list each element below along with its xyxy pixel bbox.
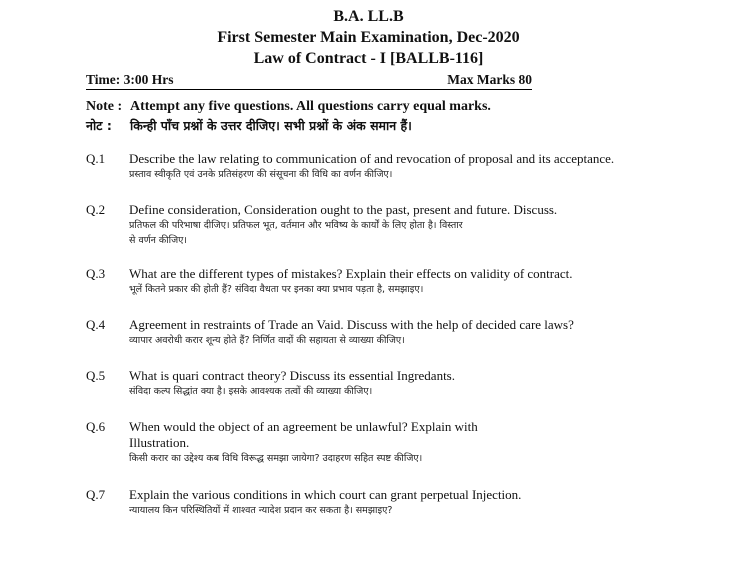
question-text-hi: न्यायालय किन परिस्थितियों में शाश्वत न्यादेश प्रदान कर सकता है। समझाइए?: [129, 505, 393, 516]
question-item: [86, 419, 646, 466]
question-item: [86, 266, 646, 297]
course-title: B.A. LL.B: [333, 8, 404, 25]
question-text-hi: व्यापार अवरोधी करार शून्य होते हैं? निर्णित वादों की सहायता से व्याख्या कीजिए।: [129, 335, 405, 346]
question-number: Q.1: [86, 151, 106, 166]
question-number: Q.4: [86, 317, 106, 332]
note-label-en: Note :: [86, 99, 123, 114]
question-item: [86, 151, 646, 182]
question-item: [86, 487, 646, 518]
question-number: Q.5: [86, 368, 106, 383]
paper-title: Law of Contract - I [BALLB-116]: [253, 50, 484, 67]
note-label-hi: नोट :: [86, 118, 112, 133]
question-text-hi: प्रतिफल की परिभाषा दीजिए। प्रतिफल भूत, वर्तमान और भविष्य के कार्यों के लिए होता है। विस्तार: [129, 220, 463, 231]
question-number: Q.3: [86, 266, 106, 281]
question-item: [86, 317, 646, 348]
max-marks-label: Max Marks 80: [447, 72, 532, 87]
question-text-en: What are the different types of mistakes? Explain their effects on validity of contract.: [129, 266, 573, 281]
question-number: Q.2: [86, 202, 106, 217]
question-text-hi: किसी करार का उद्देश्य कब विधि विरूद्ध समझा जायेगा? उदाहरण सहित स्पष्ट कीजिए।: [129, 453, 423, 464]
time-label: Time: 3:00 Hrs: [86, 72, 174, 87]
exam-meta: [86, 72, 532, 90]
question-text-hi: भूलें कितने प्रकार की होती हैं? संविदा वैधता पर इनका क्या प्रभाव पड़ता है, समझाइए।: [129, 284, 424, 295]
note-text-hi: किन्ही पाँच प्रश्नों के उत्तर दीजिए। सभी प्रश्नों के अंक समान हैं।: [130, 118, 412, 133]
exam-header: [0, 6, 737, 69]
question-number: Q.7: [86, 487, 106, 502]
question-text-en: When would the object of an agreement be unlawful? Explain with: [129, 419, 478, 434]
question-text-en: Describe the law relating to communication of and revocation of proposal and its acceptance.: [129, 151, 615, 166]
question-text-en: Explain the various conditions in which court can grant perpetual Injection.: [129, 487, 522, 502]
question-text-en: Illustration.: [129, 435, 190, 450]
question-text-hi: प्रस्ताव स्वीकृति एवं उनके प्रतिसंहरण की संसूचना की विधि का वर्णन कीजिए।: [129, 169, 393, 180]
question-text-hi: संविदा कल्प सिद्धांत क्या है। इसके आवश्यक तत्वों की व्याख्या कीजिए।: [129, 386, 373, 397]
question-text-en: What is quari contract theory? Discuss its essential Ingredants.: [129, 368, 455, 383]
question-item: [86, 368, 646, 399]
question-text-hi: से वर्णन कीजिए।: [129, 235, 188, 246]
note-text-en: Attempt any five questions. All questions carry equal marks.: [130, 99, 491, 114]
question-text-en: Agreement in restraints of Trade an Vaid. Discuss with the help of decided care laws?: [129, 317, 574, 332]
instructions-note: [86, 97, 491, 135]
question-text-en: Define consideration, Consideration ought to the past, present and future. Discuss.: [129, 202, 558, 217]
exam-title: First Semester Main Examination, Dec-2020: [217, 29, 520, 46]
question-item: [86, 202, 646, 248]
question-number: Q.6: [86, 419, 106, 434]
